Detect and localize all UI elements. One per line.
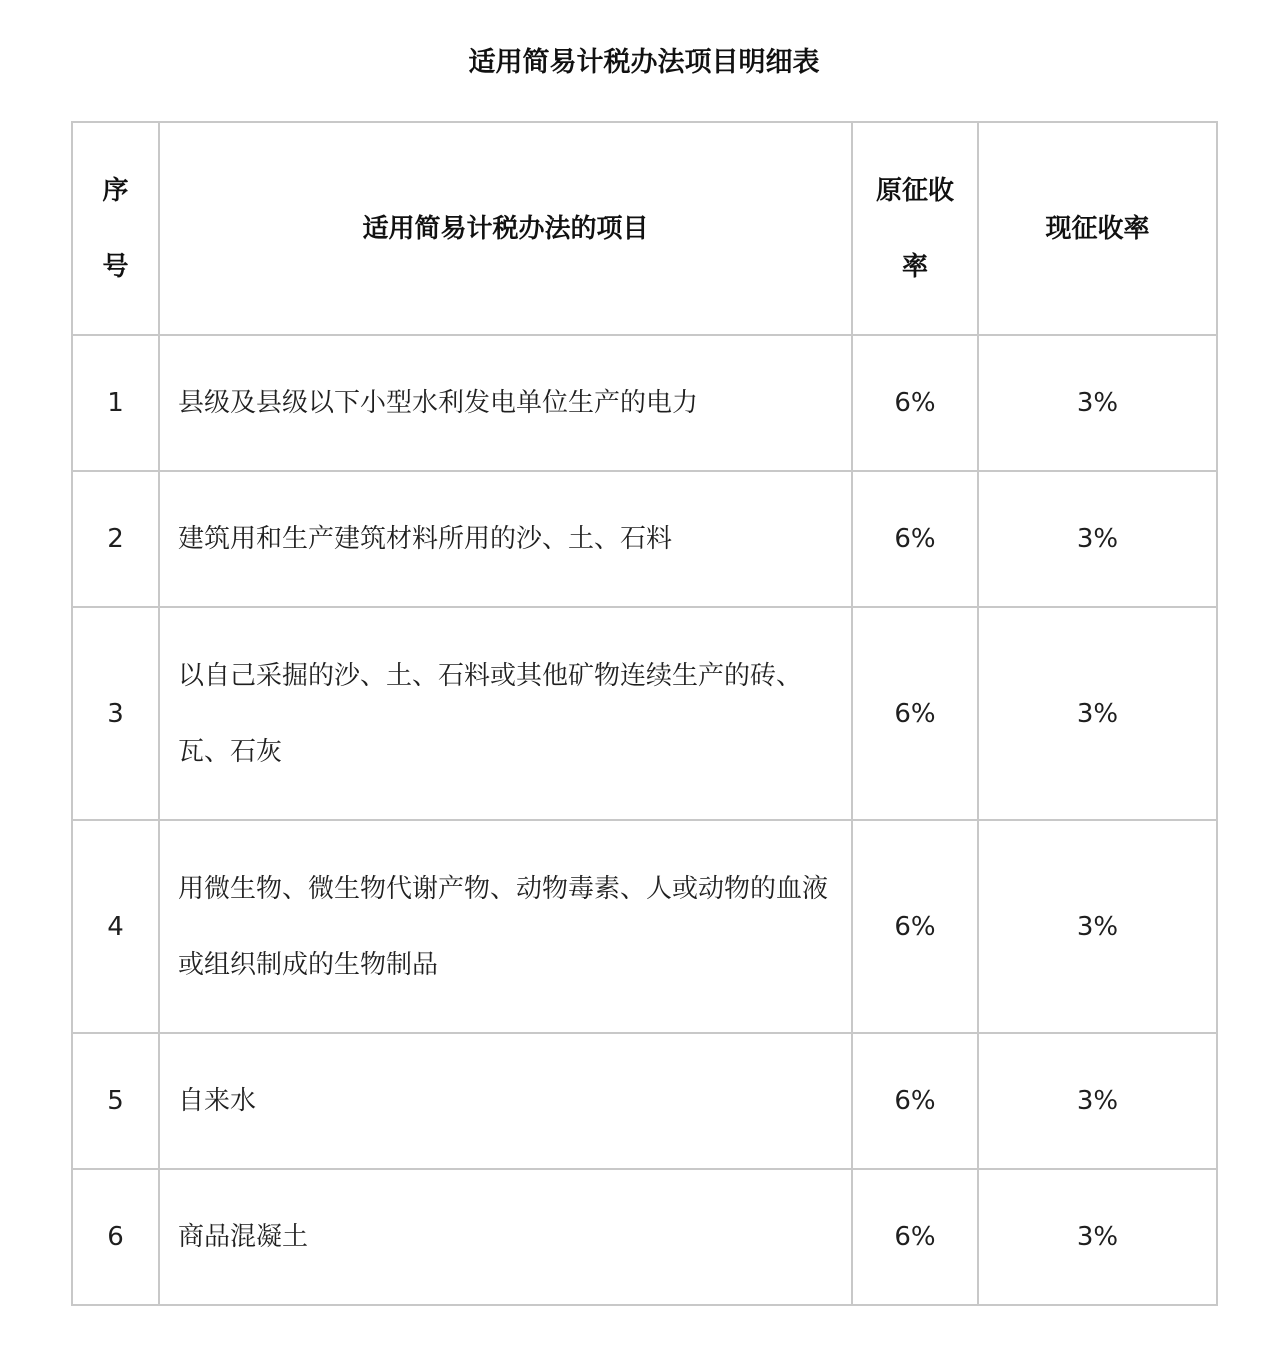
row-old-rate: 6% — [852, 1169, 978, 1305]
row-old-rate: 6% — [852, 471, 978, 607]
row-item: 建筑用和生产建筑材料所用的沙、土、石料 — [159, 471, 852, 607]
row-number: 3 — [72, 607, 159, 820]
row-old-rate: 6% — [852, 820, 978, 1033]
row-old-rate: 6% — [852, 335, 978, 471]
header-no: 序号 — [72, 122, 159, 335]
table-row — [72, 471, 1217, 607]
row-new-rate: 3% — [978, 1169, 1217, 1305]
row-item: 自来水 — [159, 1033, 852, 1169]
header-new-rate: 现征收率 — [978, 122, 1217, 335]
table-row — [72, 1033, 1217, 1169]
row-item: 商品混凝土 — [159, 1169, 852, 1305]
row-new-rate: 3% — [978, 335, 1217, 471]
table-row — [72, 335, 1217, 471]
row-number: 6 — [72, 1169, 159, 1305]
row-old-rate: 6% — [852, 607, 978, 820]
row-number: 5 — [72, 1033, 159, 1169]
tax-items-table — [71, 121, 1218, 1306]
row-number: 4 — [72, 820, 159, 1033]
row-old-rate: 6% — [852, 1033, 978, 1169]
table-row — [72, 1169, 1217, 1305]
table-row — [72, 820, 1217, 1033]
row-number: 1 — [72, 335, 159, 471]
table-title: 适用简易计税办法项目明细表 — [468, 47, 820, 78]
table-row — [72, 607, 1217, 820]
row-new-rate: 3% — [978, 471, 1217, 607]
row-item: 用微生物、微生物代谢产物、动物毒素、人或动物的血液或组织制成的生物制品 — [159, 820, 852, 1033]
row-number: 2 — [72, 471, 159, 607]
row-item: 县级及县级以下小型水利发电单位生产的电力 — [159, 335, 852, 471]
row-new-rate: 3% — [978, 1033, 1217, 1169]
row-new-rate: 3% — [978, 820, 1217, 1033]
row-new-rate: 3% — [978, 607, 1217, 820]
table-header-row — [72, 122, 1217, 335]
row-item: 以自己采掘的沙、土、石料或其他矿物连续生产的砖、瓦、石灰 — [159, 607, 852, 820]
header-item: 适用简易计税办法的项目 — [159, 122, 852, 335]
header-old-rate: 原征收率 — [852, 122, 978, 335]
